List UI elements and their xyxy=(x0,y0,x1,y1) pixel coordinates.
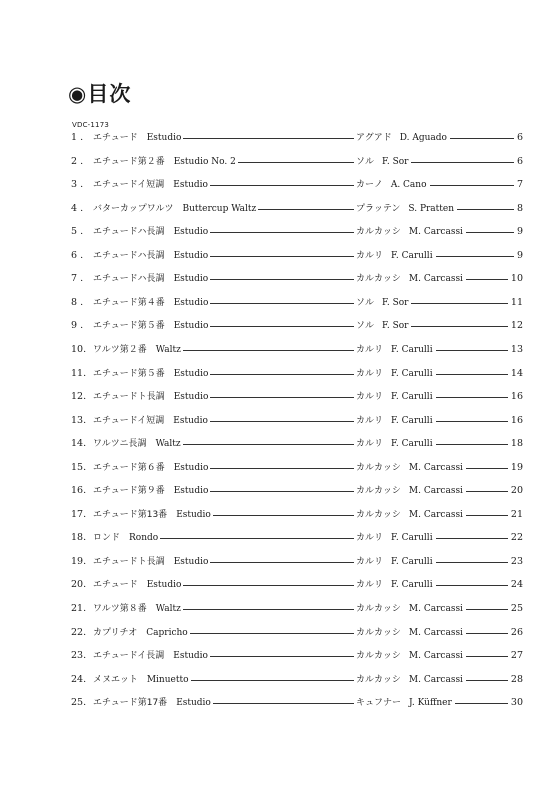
toc-entry xyxy=(0,460,560,476)
composer-en: F. Carulli xyxy=(391,533,433,544)
entry-composer xyxy=(356,554,433,570)
entry-number: 24. xyxy=(71,673,87,685)
leader-line xyxy=(210,279,354,280)
composer-en: F. Carulli xyxy=(391,415,433,426)
leader-line xyxy=(210,326,354,327)
leader-line xyxy=(411,303,508,304)
entry-title-en: Estudio xyxy=(173,415,208,426)
leader-line xyxy=(436,562,508,563)
entry-title-jp: エチュードト長調 xyxy=(93,392,165,403)
entry-title-en: Estudio xyxy=(173,392,209,403)
composer-jp: ソル xyxy=(356,156,375,167)
leader-line xyxy=(213,703,354,704)
entry-number: 16. xyxy=(71,485,87,497)
entry-title xyxy=(93,271,208,287)
entry-number: 22. xyxy=(71,626,87,638)
composer-en: J. Küffner xyxy=(409,698,452,709)
entry-title xyxy=(93,318,208,334)
composer-jp: カルリ xyxy=(356,556,384,567)
entry-title-en: Estudio xyxy=(173,368,209,379)
entry-title xyxy=(93,460,208,476)
entry-title-jp: エチュードイ短調 xyxy=(93,180,165,191)
entry-title-en: Estudio xyxy=(173,486,209,497)
composer-en: M. Carcassi xyxy=(408,674,463,685)
entry-page-number: 25 xyxy=(510,603,523,614)
entry-number: 21. xyxy=(71,603,87,614)
entry-page-number: 27 xyxy=(510,650,523,662)
toc-entry xyxy=(0,201,560,217)
entry-title-jp: エチュードト長調 xyxy=(93,556,165,567)
composer-en: F. Carulli xyxy=(391,580,433,591)
composer-en: M. Carcassi xyxy=(408,627,463,638)
entry-number: 9 . xyxy=(71,320,84,332)
leader-line xyxy=(210,397,354,398)
entry-number: 13. xyxy=(71,414,87,426)
composer-jp: カルリ xyxy=(356,439,384,450)
entry-page-number: 18 xyxy=(510,438,523,450)
entry-title-en: Buttercup Waltz xyxy=(182,203,257,214)
leader-line xyxy=(450,138,514,139)
catalog-code: VDC-1173 xyxy=(72,121,110,129)
entry-title xyxy=(93,295,208,311)
entry-number: 12. xyxy=(71,391,87,403)
leader-line xyxy=(183,350,354,351)
entry-title xyxy=(93,530,158,546)
leader-line xyxy=(466,609,508,610)
entry-number: 23. xyxy=(71,650,87,662)
entry-title xyxy=(93,389,208,405)
entry-title xyxy=(93,554,208,570)
entry-title-jp: ワルツ第８番 xyxy=(93,604,147,614)
leader-line xyxy=(258,209,354,210)
leader-line xyxy=(466,468,508,469)
entry-page-number: 12 xyxy=(510,320,523,332)
entry-title xyxy=(93,601,181,617)
toc-entry xyxy=(0,436,560,452)
composer-en: F. Sor xyxy=(382,156,409,167)
entry-number: 25. xyxy=(71,697,87,709)
toc-entry xyxy=(0,366,560,382)
leader-line xyxy=(238,162,354,163)
leader-line xyxy=(210,374,354,375)
leader-line xyxy=(210,421,354,422)
toc-entry xyxy=(0,648,560,664)
leader-line xyxy=(183,138,354,139)
entry-title-en: Estudio xyxy=(173,462,209,473)
entry-number: 7 . xyxy=(71,273,84,285)
leader-line xyxy=(466,656,508,657)
entry-title xyxy=(93,695,211,711)
entry-page-number: 9 xyxy=(516,226,523,238)
entry-title-en: Estudio xyxy=(173,321,209,332)
entry-composer xyxy=(356,577,433,593)
toc-entry xyxy=(0,130,560,146)
entry-composer xyxy=(356,672,463,688)
composer-jp: カルリ xyxy=(356,415,384,426)
entry-composer xyxy=(356,224,463,240)
entry-composer xyxy=(356,154,408,170)
composer-en: F. Carulli xyxy=(391,439,433,450)
composer-jp: カルカッシ xyxy=(356,674,401,685)
entry-title-jp: エチュード第２番 xyxy=(93,156,165,167)
composer-jp: カルカッシ xyxy=(356,604,401,614)
entry-title-en: Waltz xyxy=(155,344,181,355)
entry-title xyxy=(93,648,208,664)
entry-title-jp: エチュードハ長調 xyxy=(93,227,165,238)
entry-title-en: Estudio xyxy=(176,509,211,520)
leader-line xyxy=(466,232,514,233)
leader-line xyxy=(466,279,508,280)
leader-line xyxy=(213,515,354,516)
entry-page-number: 23 xyxy=(510,555,523,567)
composer-jp: カルカッシ xyxy=(356,274,401,285)
entry-title-jp: バターカップワルツ xyxy=(93,203,174,214)
entry-number: 8 . xyxy=(71,296,84,308)
toc-heading: ◉目次 xyxy=(68,82,132,106)
leader-line xyxy=(436,585,508,586)
entry-composer xyxy=(356,625,463,641)
composer-en: M. Carcassi xyxy=(408,651,463,662)
composer-jp: カルリ xyxy=(356,250,384,261)
entry-title-jp: エチュード xyxy=(93,133,138,143)
composer-en: M. Carcassi xyxy=(408,486,463,497)
toc-entry xyxy=(0,389,560,405)
leader-line xyxy=(436,444,508,445)
composer-en: M. Carcassi xyxy=(408,604,463,614)
entry-page-number: 8 xyxy=(516,202,523,214)
entry-title-jp: エチュード第９番 xyxy=(93,486,165,497)
leader-line xyxy=(190,633,354,634)
entry-page-number: 13 xyxy=(510,343,523,355)
entry-page-number: 26 xyxy=(510,626,523,638)
toc-entry xyxy=(0,295,560,311)
leader-line xyxy=(183,609,354,610)
composer-en: F. Sor xyxy=(382,321,409,332)
entry-title xyxy=(93,224,208,240)
entry-composer xyxy=(356,507,463,523)
toc-entry xyxy=(0,224,560,240)
composer-jp: カルカッシ xyxy=(356,509,401,520)
composer-en: F. Carulli xyxy=(391,392,433,403)
leader-line xyxy=(210,468,354,469)
composer-jp: カルリ xyxy=(356,580,384,591)
composer-jp: カルカッシ xyxy=(356,651,401,662)
entry-title-en: Estudio xyxy=(146,580,182,591)
entry-title-jp: ワルツニ長調 xyxy=(93,439,147,450)
entry-title xyxy=(93,436,181,452)
entry-title-jp: ロンド xyxy=(93,533,121,544)
entry-title-jp: エチュード第４番 xyxy=(93,297,165,308)
leader-line xyxy=(210,656,354,657)
entry-title-jp: エチュード第17番 xyxy=(93,698,168,709)
toc-entry xyxy=(0,154,560,170)
leader-line xyxy=(466,680,508,681)
leader-line xyxy=(436,256,514,257)
entry-page-number: 6 xyxy=(516,155,523,167)
composer-jp: カルリ xyxy=(356,368,384,379)
leader-line xyxy=(210,256,354,257)
toc-entry xyxy=(0,318,560,334)
toc-entry xyxy=(0,177,560,193)
entry-title xyxy=(93,342,181,358)
leader-line xyxy=(210,562,354,563)
entry-title-en: Rondo xyxy=(129,533,159,544)
composer-jp: カルリ xyxy=(356,533,384,544)
leader-line xyxy=(436,538,508,539)
entry-title-jp: エチュードハ長調 xyxy=(93,250,165,261)
entry-title-en: Estudio xyxy=(173,556,209,567)
entry-composer xyxy=(356,201,454,217)
composer-jp: カルカッシ xyxy=(356,462,401,473)
entry-page-number: 7 xyxy=(516,179,523,191)
entry-title-jp: エチュード第５番 xyxy=(93,321,165,332)
leader-line xyxy=(210,185,354,186)
entry-page-number: 24 xyxy=(510,579,523,591)
entry-title-en: Estudio xyxy=(146,133,182,143)
entry-composer xyxy=(356,460,463,476)
entry-page-number: 6 xyxy=(516,132,523,143)
entry-title xyxy=(93,366,208,382)
entry-title-jp: エチュード xyxy=(93,580,138,591)
entry-number: 20. xyxy=(71,579,87,591)
entry-number: 1 . xyxy=(71,132,84,143)
composer-en: F. Sor xyxy=(382,297,409,308)
leader-line xyxy=(160,538,354,539)
entry-composer xyxy=(356,366,433,382)
composer-jp: カルカッシ xyxy=(356,227,401,238)
entry-title-en: Estudio xyxy=(173,250,209,261)
composer-jp: カルカッシ xyxy=(356,627,401,638)
entry-page-number: 14 xyxy=(510,367,523,379)
composer-en: S. Pratten xyxy=(408,203,455,214)
entry-number: 5 . xyxy=(71,226,84,238)
entry-page-number: 10 xyxy=(510,273,523,285)
composer-en: M. Carcassi xyxy=(408,462,463,473)
leader-line xyxy=(466,515,508,516)
leader-line xyxy=(210,491,354,492)
entry-number: 14. xyxy=(71,438,87,450)
entry-number: 19. xyxy=(71,555,87,567)
entry-page-number: 22 xyxy=(510,532,523,544)
entry-page-number: 16 xyxy=(510,414,523,426)
leader-line xyxy=(455,703,508,704)
entry-composer xyxy=(356,648,463,664)
toc-entry xyxy=(0,483,560,499)
toc-entry xyxy=(0,248,560,264)
entry-composer xyxy=(356,695,452,711)
toc-entry xyxy=(0,601,560,617)
entry-title xyxy=(93,130,181,146)
entry-number: 2 . xyxy=(71,155,84,167)
entry-composer xyxy=(356,601,463,617)
entry-number: 17. xyxy=(71,508,87,520)
composer-en: F. Carulli xyxy=(391,344,433,355)
composer-en: M. Carcassi xyxy=(408,274,463,285)
entry-page-number: 21 xyxy=(510,508,523,520)
leader-line xyxy=(436,421,508,422)
entry-title xyxy=(93,413,208,429)
composer-jp: アグアド xyxy=(356,133,392,143)
entry-title-en: Capricho xyxy=(146,627,188,638)
entry-page-number: 16 xyxy=(510,391,523,403)
entry-title xyxy=(93,177,208,193)
entry-title-en: Minuetto xyxy=(146,674,189,685)
entry-title-en: Waltz xyxy=(155,439,181,450)
toc-entry xyxy=(0,271,560,287)
entry-title xyxy=(93,248,208,264)
entry-title-en: Estudio xyxy=(173,180,208,191)
composer-en: M. Carcassi xyxy=(408,509,463,520)
entry-title xyxy=(93,483,208,499)
entry-page-number: 11 xyxy=(510,296,523,308)
entry-title-en: Estudio xyxy=(176,698,211,709)
toc-entry xyxy=(0,625,560,641)
entry-composer xyxy=(356,389,433,405)
composer-jp: ソル xyxy=(356,321,375,332)
leader-line xyxy=(457,209,514,210)
toc-entry xyxy=(0,695,560,711)
entry-composer xyxy=(356,177,427,193)
leader-line xyxy=(466,633,508,634)
toc-entry xyxy=(0,507,560,523)
leader-line xyxy=(436,397,508,398)
entry-composer xyxy=(356,436,433,452)
entry-number: 6 . xyxy=(71,249,84,261)
entry-composer xyxy=(356,248,433,264)
composer-en: F. Carulli xyxy=(391,250,433,261)
composer-jp: ソル xyxy=(356,297,375,308)
entry-title-en: Estudio xyxy=(173,227,209,238)
composer-jp: カルリ xyxy=(356,344,384,355)
entry-title-en: Estudio xyxy=(173,651,208,662)
entry-composer xyxy=(356,342,433,358)
entry-title-jp: エチュードイ長調 xyxy=(93,651,165,662)
composer-jp: カルリ xyxy=(356,392,384,403)
toc-entry xyxy=(0,530,560,546)
entry-number: 4 . xyxy=(71,202,84,214)
composer-jp: カーノ xyxy=(356,180,383,191)
entry-composer xyxy=(356,295,408,311)
entry-page-number: 20 xyxy=(510,485,523,497)
entry-page-number: 30 xyxy=(510,697,523,709)
toc-entry xyxy=(0,672,560,688)
entry-title-jp: エチュード第６番 xyxy=(93,462,165,473)
entry-title-jp: エチュード第５番 xyxy=(93,368,165,379)
toc-entry xyxy=(0,413,560,429)
entry-composer xyxy=(356,530,433,546)
entry-title-jp: エチュード第13番 xyxy=(93,509,168,520)
entry-title-jp: エチュードハ長調 xyxy=(93,274,165,285)
entry-number: 3 . xyxy=(71,179,84,191)
toc-entry xyxy=(0,554,560,570)
composer-jp: プラッテン xyxy=(356,203,401,214)
leader-line xyxy=(183,585,354,586)
entry-composer xyxy=(356,318,408,334)
entry-number: 18. xyxy=(71,532,87,544)
entry-title-jp: エチュードイ短調 xyxy=(93,415,165,426)
leader-line xyxy=(466,491,508,492)
entry-number: 10. xyxy=(71,343,87,355)
leader-line xyxy=(210,232,354,233)
entry-title-en: Estudio xyxy=(173,297,209,308)
leader-line xyxy=(191,680,354,681)
entry-composer xyxy=(356,413,433,429)
entry-page-number: 19 xyxy=(510,461,523,473)
leader-line xyxy=(436,350,508,351)
entry-number: 11. xyxy=(71,367,87,379)
entry-title xyxy=(93,672,189,688)
entry-composer xyxy=(356,130,447,146)
entry-title xyxy=(93,625,188,641)
entry-page-number: 9 xyxy=(516,249,523,261)
toc-entry xyxy=(0,577,560,593)
composer-en: A. Cano xyxy=(390,180,427,191)
leader-line xyxy=(411,326,508,327)
entry-title-jp: メヌエット xyxy=(93,674,138,685)
composer-en: F. Carulli xyxy=(391,368,433,379)
leader-line xyxy=(210,303,354,304)
entry-page-number: 28 xyxy=(510,673,523,685)
toc-entry xyxy=(0,342,560,358)
entry-title-jp: ワルツ第２番 xyxy=(93,344,147,355)
entry-title xyxy=(93,577,181,593)
entry-composer xyxy=(356,271,463,287)
leader-line xyxy=(183,444,354,445)
leader-line xyxy=(436,374,508,375)
leader-line xyxy=(411,162,514,163)
entry-number: 15. xyxy=(71,461,87,473)
entry-composer xyxy=(356,483,463,499)
entry-title xyxy=(93,507,211,523)
entry-title xyxy=(93,201,256,217)
leader-line xyxy=(430,185,514,186)
composer-en: D. Aguado xyxy=(399,133,447,143)
composer-jp: カルカッシ xyxy=(356,486,401,497)
entry-title-en: Waltz xyxy=(155,604,181,614)
entry-title-en: Estudio No. 2 xyxy=(173,156,236,167)
entry-title xyxy=(93,154,236,170)
entry-title-jp: カプリチオ xyxy=(93,627,138,638)
composer-en: M. Carcassi xyxy=(408,227,463,238)
composer-jp: キュフナー xyxy=(356,698,402,709)
entry-title-en: Estudio xyxy=(173,274,209,285)
composer-en: F. Carulli xyxy=(391,556,433,567)
